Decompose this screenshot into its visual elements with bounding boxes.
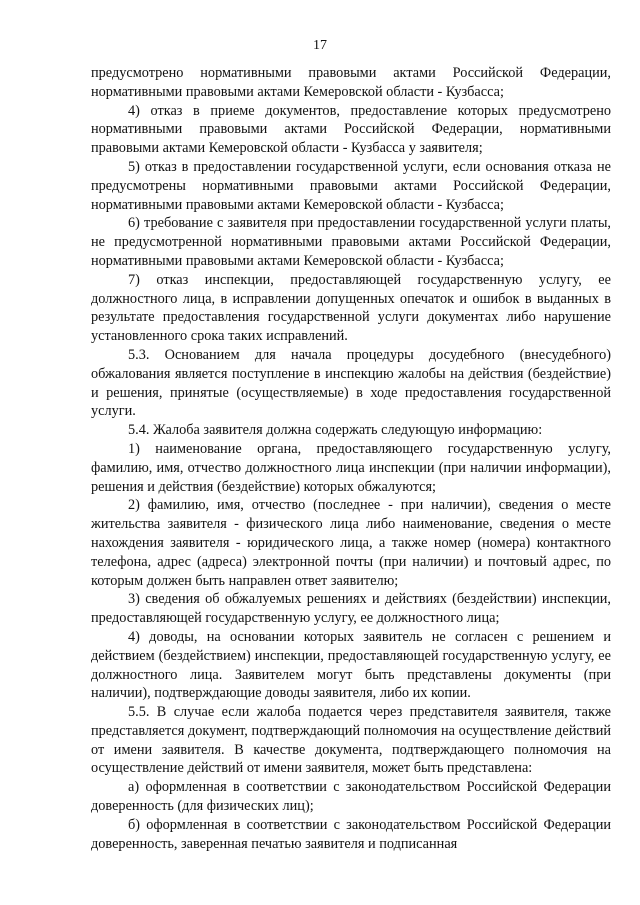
paragraph: 5.4. Жалоба заявителя должна содержать следующую информацию: <box>128 422 543 439</box>
paragraph: предусмотрено нормативными правовыми актами Российской Федерации, нормативными правовыми актами Кемеровской области - Кузбасса; <box>91 65 611 100</box>
page-number: 17 <box>313 38 327 53</box>
paragraph: б) оформленная в соответствии с законодательством Российской Федерации доверенность, заверенная печатью заявителя и подписанная <box>91 816 611 852</box>
paragraph: 4) доводы, на основании которых заявитель не согласен с решением и действием (бездействием) инспекции, предоставляющей государственную услугу, ее должностного лица. Заявителем могут быть представлены документы (при наличии), подтверждающие доводы заявителя, либо их копии. <box>91 628 611 702</box>
paragraph: 3) сведения об обжалуемых решениях и действиях (бездействии) инспекции, предоставляющей государственную услугу, ее должностного лица; <box>91 591 611 627</box>
paragraph: 5.5. В случае если жалоба подается через представителя заявителя, также представляется документ, подтверждающий полномочия на осуществление действий от имени заявителя. В качестве документа, подтверждающего полномочия на осуществление действий от имени заявителя, может быть представлена: <box>91 704 611 777</box>
paragraph: 4) отказ в приеме документов, предоставление которых предусмотрено нормативными правовыми актами Российской Федерации, нормативными правовыми актами Кемеровской области - Кузбасса у заявителя; <box>91 102 611 157</box>
paragraph: 7) отказ инспекции, предоставляющей государственную услугу, ее должностного лица, в исправлении допущенных опечаток и ошибок в выданных в результате предоставления государственной услуги документах либо нарушение установленного срока таких исправлений. <box>91 271 611 345</box>
paragraph: 5) отказ в предоставлении государственной услуги, если основания отказа не предусмотрены нормативными правовыми актами Российской Федерации, нормативными правовыми актами Кемеровской области - Кузбасса; <box>91 158 611 213</box>
paragraph: а) оформленная в соответствии с законодательством Российской Федерации доверенность (для физических лиц); <box>91 779 611 815</box>
paragraph: 5.3. Основанием для начала процедуры досудебного (внесудебного) обжалования является поступление в инспекцию жалобы на действия (бездействие) и решения, принятые (осуществляемые) в ходе предоставления государственной услуги. <box>91 346 611 420</box>
paragraph: 2) фамилию, имя, отчество (последнее - при наличии), сведения о месте жительства заявителя - физического лица либо наименование, сведения о месте нахождения заявителя - юридического лица, а также номер (номера) контактного телефона, адрес (адреса) электронной почты (при наличии) и почтовый адрес, по которым должен быть направлен ответ заявителю; <box>91 497 611 589</box>
paragraph: 1) наименование органа, предоставляющего государственную услугу, фамилию, имя, отчество должностного лица инспекции (при наличии информации), решения и действия (бездействие) которых обжалуются; <box>91 440 611 495</box>
document-body <box>91 64 611 853</box>
paragraph: 6) требование с заявителя при предоставлении государственной услуги платы, не предусмотренной нормативными правовыми актами Российской Федерации, нормативными правовыми актами Кемеровской области - Кузбасса; <box>91 215 611 269</box>
